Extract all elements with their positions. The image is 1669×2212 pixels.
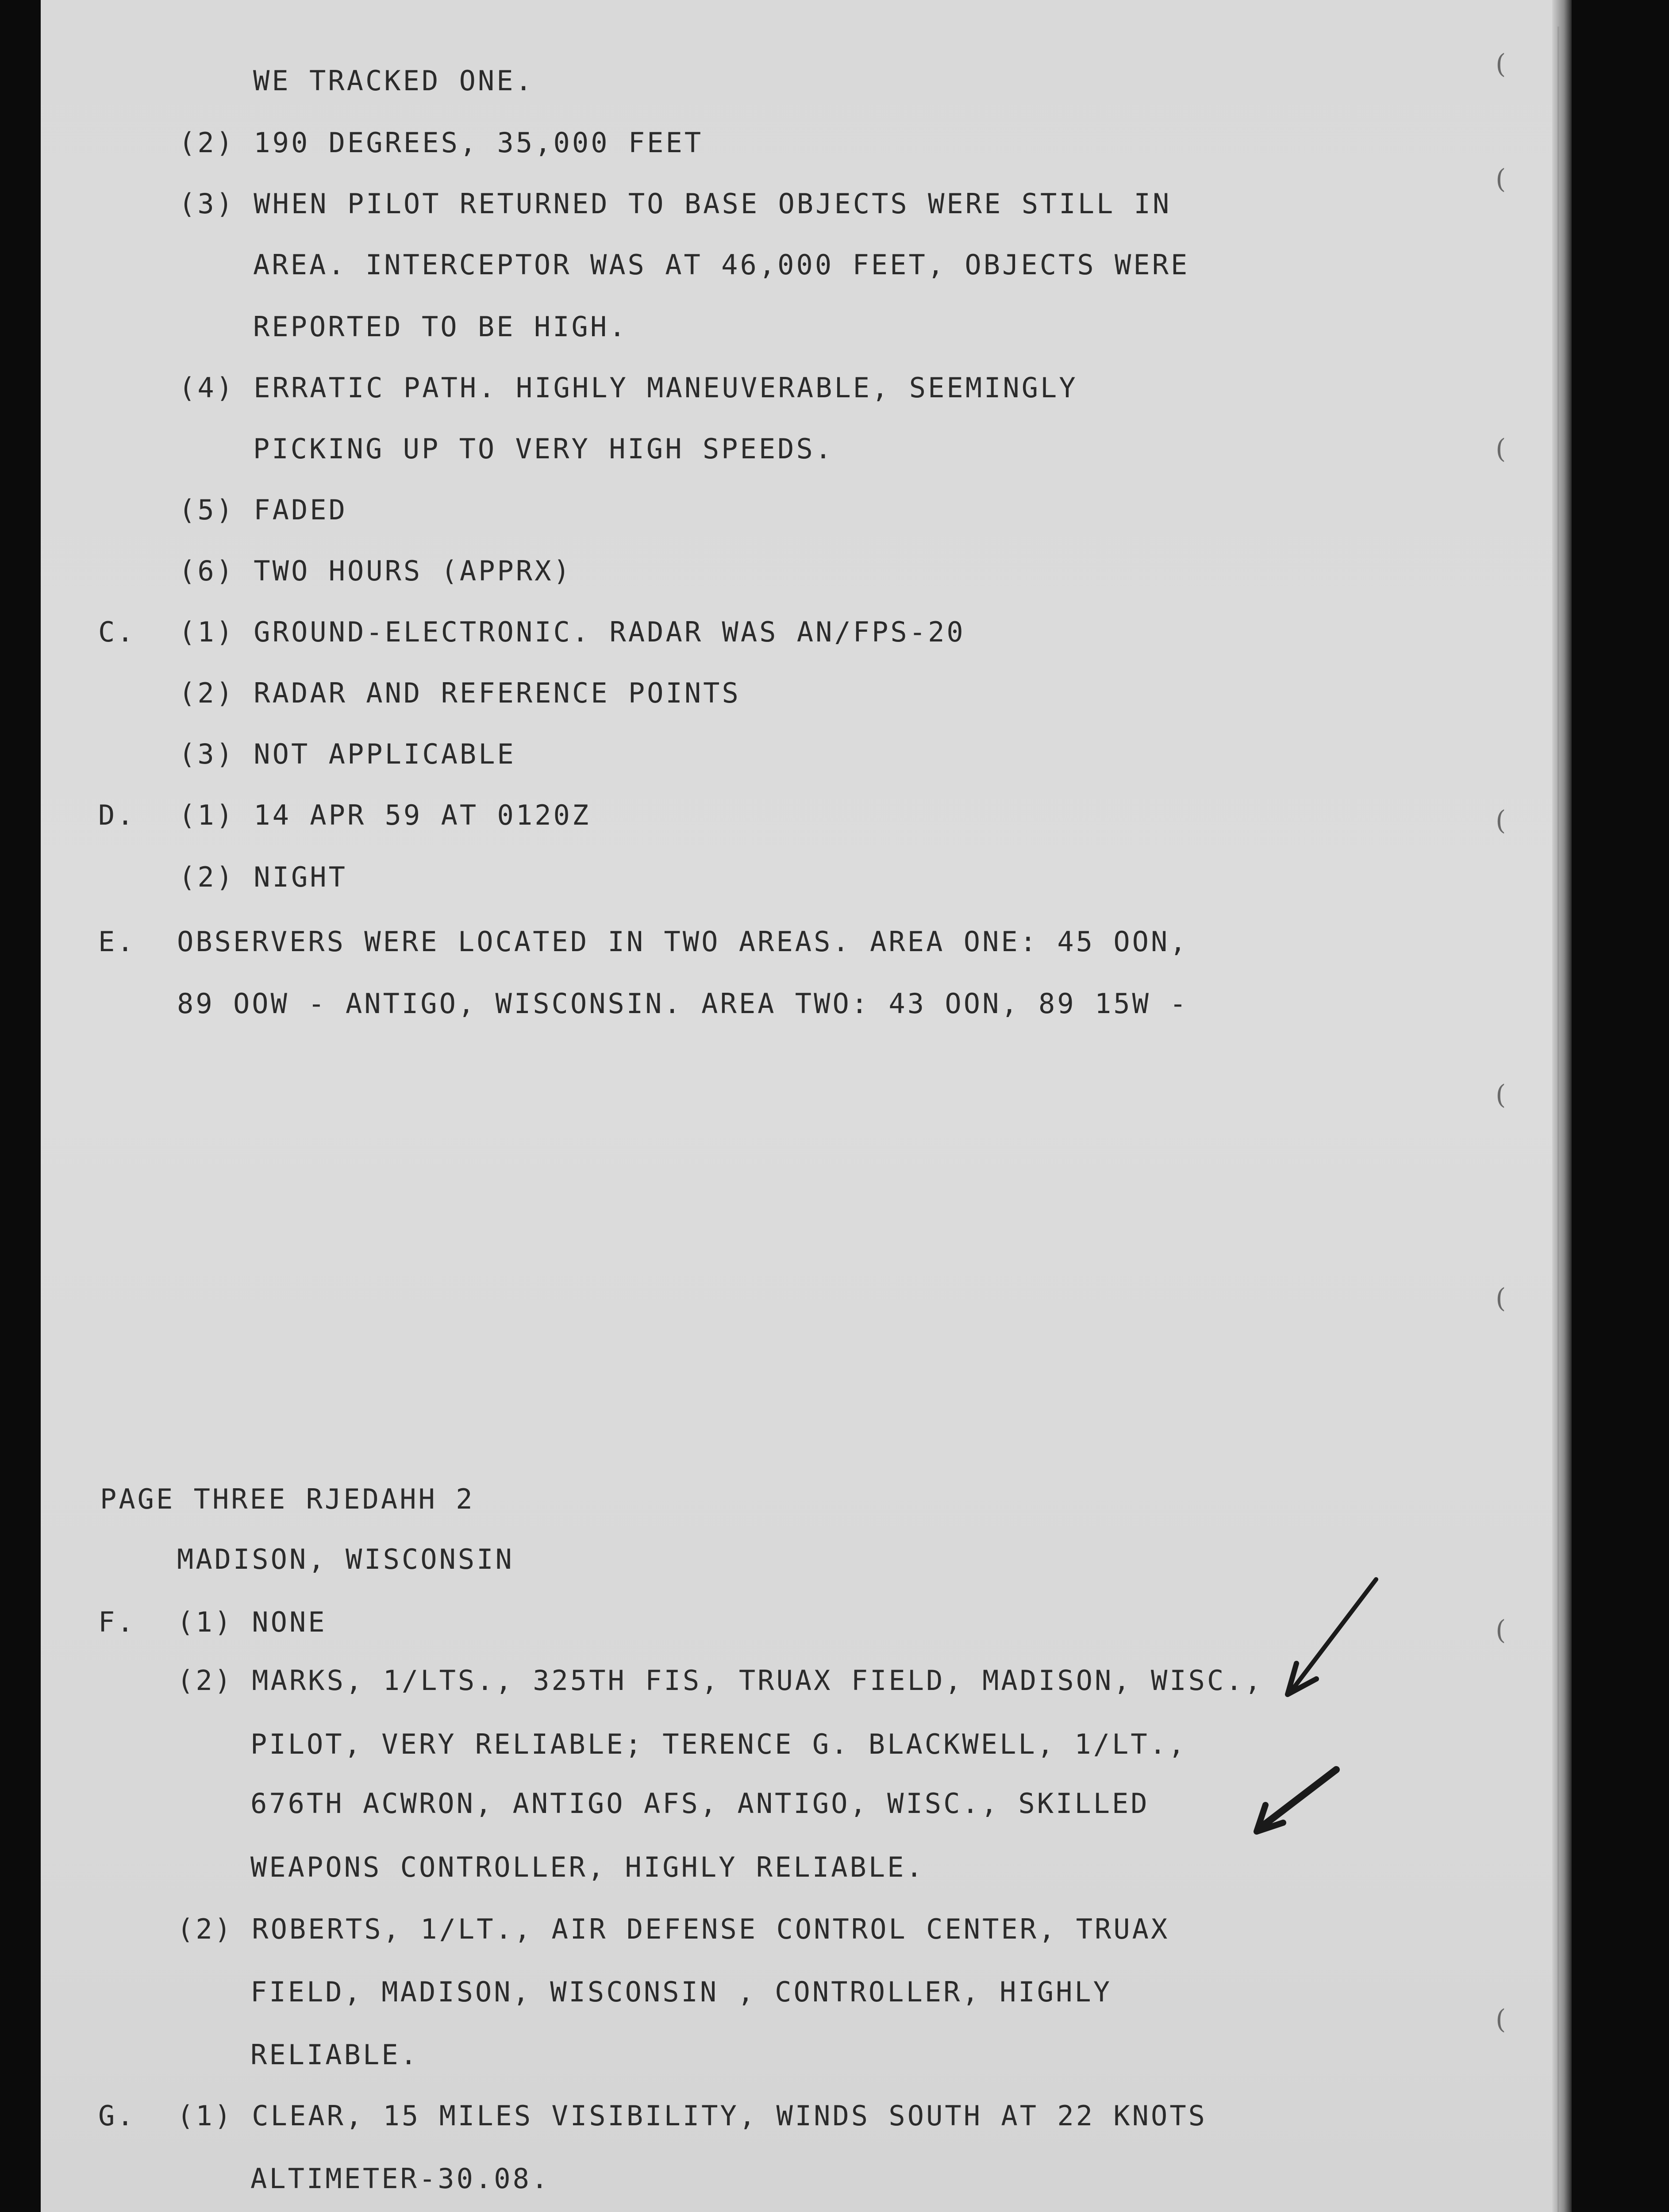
line-b4-cont: PICKING UP TO VERY HIGH SPEEDS. [253, 433, 834, 465]
page-header: PAGE THREE RJEDAHH 2 [100, 1483, 475, 1515]
line-we-tracked: WE TRACKED ONE. [253, 65, 534, 97]
section-c-label: C. [98, 616, 136, 648]
margin-mark: ( [1496, 164, 1506, 195]
line-e1: OBSERVERS WERE LOCATED IN TWO AREAS. AREA ONE: 45 OON, [177, 926, 1188, 958]
line-d2: (2) NIGHT [179, 861, 347, 893]
line-f1: (1) NONE [177, 1606, 327, 1638]
line-c3: (3) NOT APPLICABLE [179, 738, 516, 770]
line-b6: (6) TWO HOURS (APPRX) [179, 555, 572, 587]
line-d1: (1) 14 APR 59 AT 0120Z [179, 799, 591, 831]
margin-mark: ( [1496, 49, 1506, 80]
line-f2: (2) MARKS, 1/LTS., 325TH FIS, TRUAX FIELD, MADISON, WISC., [177, 1664, 1263, 1697]
margin-mark: ( [1496, 805, 1506, 836]
line-c1: (1) GROUND-ELECTRONIC. RADAR WAS AN/FPS-20 [179, 616, 965, 648]
line-f2b: (2) ROBERTS, 1/LT., AIR DEFENSE CONTROL CENTER, TRUAX [177, 1913, 1170, 1945]
line-g1: (1) CLEAR, 15 MILES VISIBILITY, WINDS SOUTH AT 22 KNOTS [177, 2100, 1207, 2132]
line-c2: (2) RADAR AND REFERENCE POINTS [179, 677, 741, 709]
line-b3-cont2: REPORTED TO BE HIGH. [253, 311, 628, 343]
section-e-label: E. [98, 926, 136, 958]
line-b2: (2) 190 DEGREES, 35,000 FEET [179, 127, 704, 159]
page-fold-line [1557, 27, 1559, 2212]
line-b3-cont1: AREA. INTERCEPTOR WAS AT 46,000 FEET, OBJECTS WERE [253, 249, 1190, 281]
line-f2-cont3: WEAPONS CONTROLLER, HIGHLY RELIABLE. [250, 1851, 925, 1883]
margin-arrow-icon-2 [1243, 1761, 1345, 1840]
margin-mark: ( [1496, 434, 1506, 465]
line-f2-cont2: 676TH ACWRON, ANTIGO AFS, ANTIGO, WISC., SKILLED [250, 1787, 1150, 1820]
line-b3: (3) WHEN PILOT RETURNED TO BASE OBJECTS WERE STILL IN [179, 188, 1172, 220]
line-b5: (5) FADED [179, 494, 347, 526]
line-f2b-cont1: FIELD, MADISON, WISCONSIN , CONTROLLER, HIGHLY [250, 1976, 1112, 2008]
line-b4: (4) ERRATIC PATH. HIGHLY MANEUVERABLE, SEEMINGLY [179, 372, 1078, 404]
section-f-label: F. [98, 1606, 136, 1638]
margin-arrow-icon [1274, 1575, 1389, 1708]
margin-mark: ( [1496, 2004, 1506, 2035]
line-e2: 89 OOW - ANTIGO, WISCONSIN. AREA TWO: 43 OON, 89 15W - [177, 987, 1188, 1020]
page-header-location: MADISON, WISCONSIN [177, 1543, 514, 1575]
line-f2b-cont2: RELIABLE. [250, 2039, 419, 2071]
line-f2-cont1: PILOT, VERY RELIABLE; TERENCE G. BLACKWELL, 1/LT., [250, 1728, 1187, 1760]
section-g-label: G. [98, 2100, 136, 2132]
margin-mark: ( [1496, 1615, 1506, 1646]
margin-mark: ( [1496, 1079, 1506, 1110]
section-d-label: D. [98, 799, 136, 831]
margin-mark: ( [1496, 1283, 1506, 1314]
page-edge-shadow [1552, 0, 1572, 2212]
line-g1-cont: ALTIMETER-30.08. [250, 2162, 550, 2195]
